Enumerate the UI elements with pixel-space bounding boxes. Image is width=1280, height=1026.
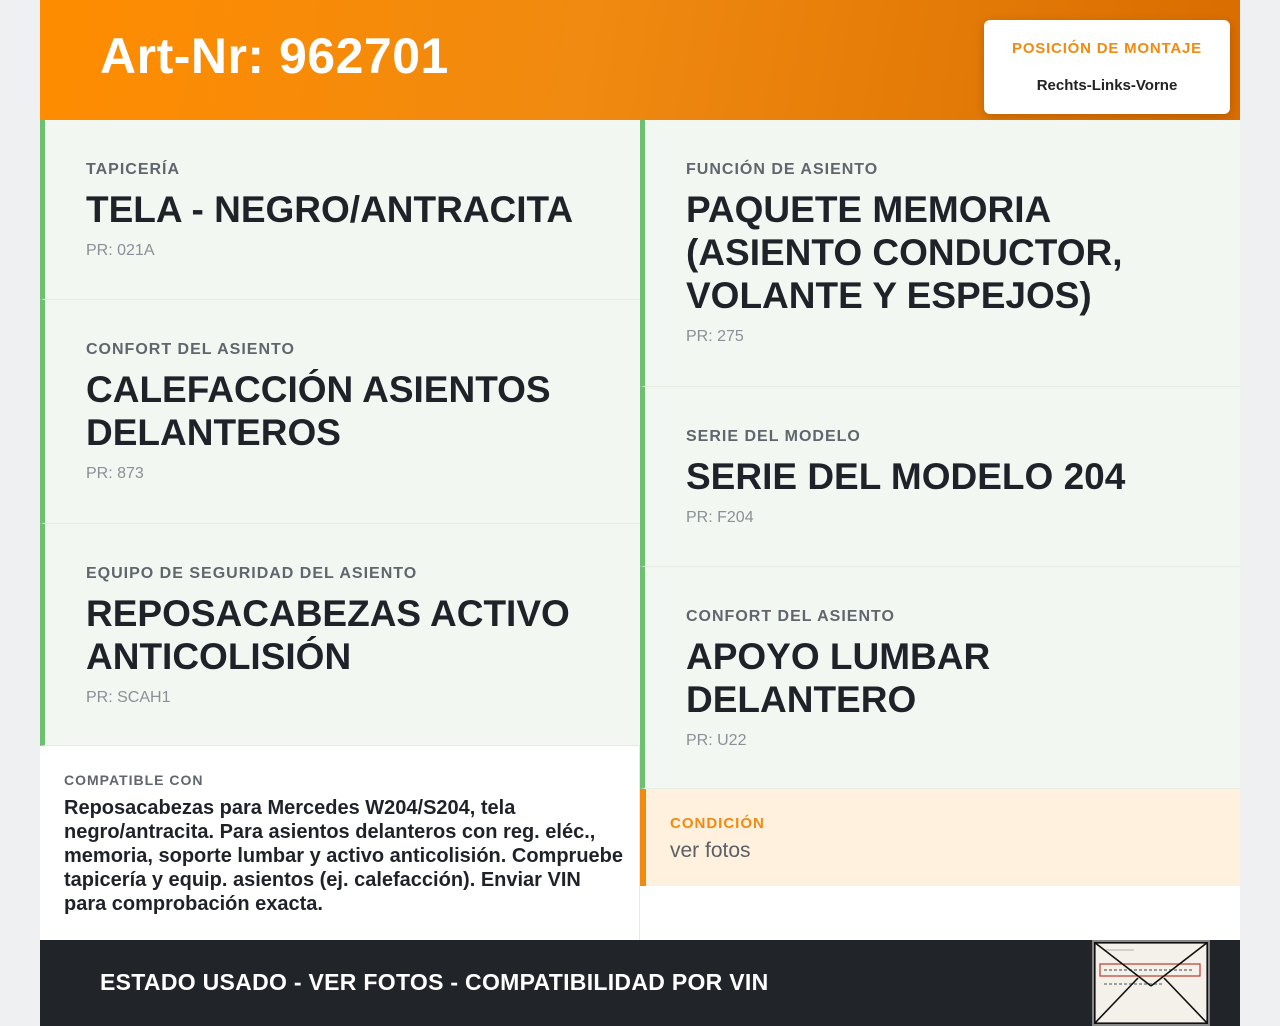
feature-value: REPOSACABEZAS ACTIVO ANTICOLISIÓN (86, 593, 570, 677)
feature-pr-code: PR: F204 (686, 509, 754, 526)
feature-value: CALEFACCIÓN ASIENTOS DELANTEROS (86, 369, 551, 453)
feature-value: SERIE DEL MODELO 204 (686, 456, 1126, 497)
condition-value: ver fotos (670, 839, 751, 862)
features-left-column (40, 120, 640, 746)
feature-label: SERIE DEL MODELO (686, 428, 861, 445)
envelope-icon (1094, 942, 1208, 1024)
feature-seat-heating (40, 300, 640, 524)
feature-label: FUNCIÓN DE ASIENTO (686, 161, 879, 178)
mounting-position-value: Rechts-Links-Vorne (1036, 77, 1178, 94)
compatibility-text: Reposacabezas para Mercedes W204/S204, tela negro/antracita. Para asientos delanteros con reg. eléc., memoria, soporte lumbar y activo anticolisión. Compruebe tapicería y equip. asientos (ej. calefacción). Enviar VIN para comprobación exacta. (64, 797, 624, 915)
feature-pr-code: PR: 021A (86, 242, 155, 259)
feature-pr-code: PR: 275 (686, 328, 744, 345)
feature-value: TELA - NEGRO/ANTRACITA (86, 189, 574, 230)
condition-label: CONDICIÓN (670, 815, 765, 832)
feature-pr-code: PR: SCAH1 (86, 689, 171, 706)
product-sheet (40, 0, 1240, 1026)
feature-pr-code: PR: 873 (86, 465, 144, 482)
footer-bar (40, 940, 1240, 1026)
footer-text: ESTADO USADO - VER FOTOS - COMPATIBILIDAD POR VIN (100, 969, 769, 995)
feature-active-headrest (40, 524, 640, 746)
feature-lumbar-support (640, 567, 1240, 789)
feature-memory-package (640, 120, 1240, 387)
article-number: Art-Nr: 962701 (100, 28, 449, 84)
feature-value: PAQUETE MEMORIA (ASIENTO CONDUCTOR, VOLANTE Y ESPEJOS) (686, 189, 1123, 316)
feature-value: APOYO LUMBAR DELANTERO (686, 636, 991, 720)
feature-label: CONFORT DEL ASIENTO (686, 608, 895, 625)
compatibility-label: COMPATIBLE CON (64, 772, 204, 788)
feature-label: EQUIPO DE SEGURIDAD DEL ASIENTO (86, 565, 418, 582)
feature-model-series (640, 387, 1240, 567)
feature-pr-code: PR: U22 (686, 732, 747, 749)
header-bar (40, 0, 1240, 120)
mounting-position-card (984, 20, 1230, 114)
mounting-position-label: POSICIÓN DE MONTAJE (1012, 40, 1202, 57)
feature-label: CONFORT DEL ASIENTO (86, 341, 295, 358)
feature-label: TAPICERÍA (86, 161, 181, 178)
feature-upholstery (40, 120, 640, 300)
features-right-column (640, 120, 1240, 789)
vin-envelope-thumbnail[interactable] (1092, 940, 1210, 1026)
condition-section (640, 789, 1240, 886)
compatibility-section (40, 746, 640, 940)
